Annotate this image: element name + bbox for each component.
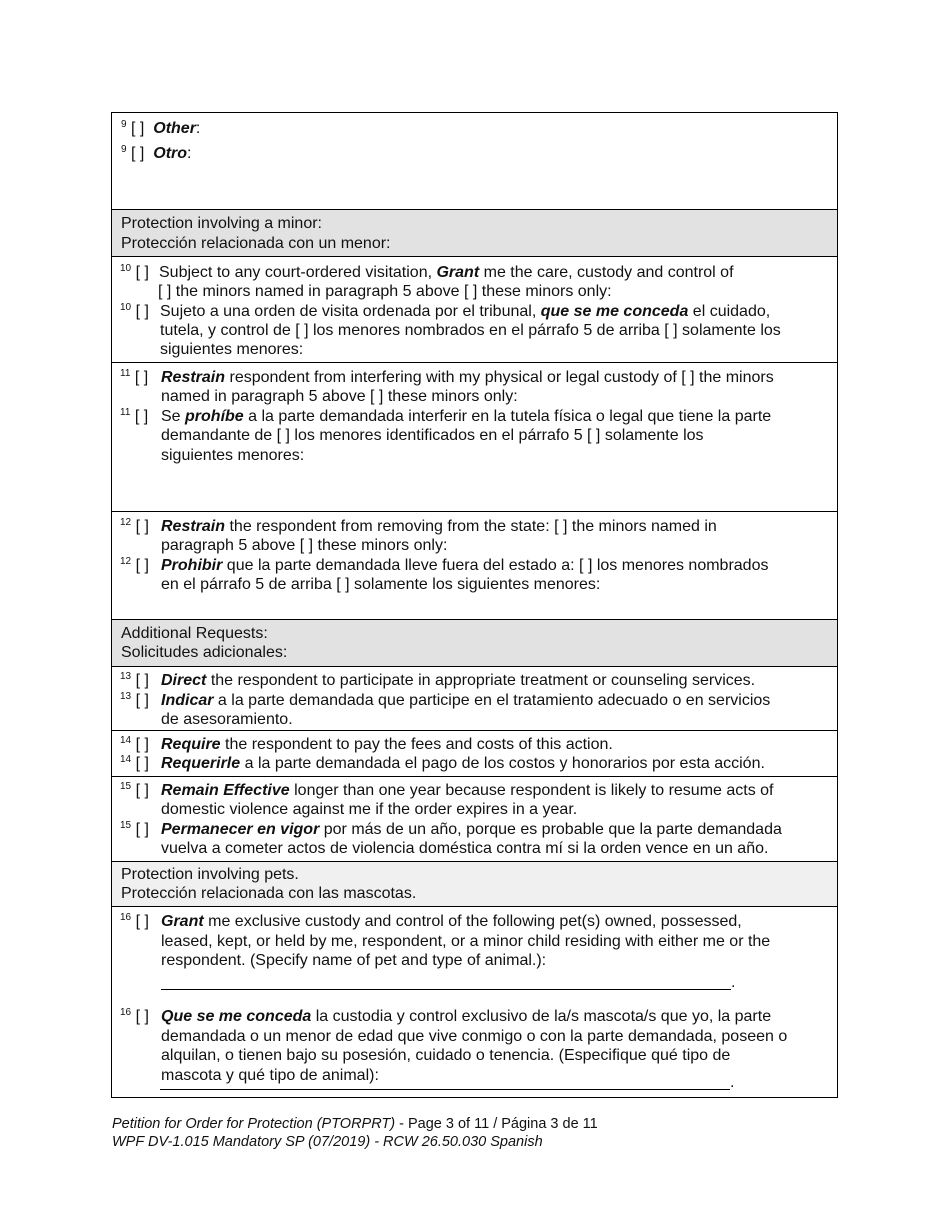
bold-term: Que se me conceda	[161, 1008, 312, 1025]
item-11-es-line2: demandante de [ ] los menores identificados en el párrafo 5 [ ] solamente los	[161, 427, 704, 444]
footer-line2	[112, 1133, 543, 1151]
minor-header-en: Protection involving a minor:	[121, 215, 322, 232]
period: .	[730, 1074, 735, 1091]
footer-line1	[112, 1115, 598, 1133]
minor-header-es: Protección relacionada con un menor:	[121, 235, 391, 252]
item-11-en-checkbox[interactable]: [ ]	[134, 369, 149, 386]
item-12-en-checkbox[interactable]: [ ]	[135, 518, 149, 535]
item-16-en-lead	[120, 912, 149, 931]
item-16-en-checkbox[interactable]: [ ]	[135, 913, 149, 930]
item-14-en-line1	[161, 735, 613, 754]
item-11-en-lead	[120, 368, 148, 387]
item-12-en-lead	[120, 517, 149, 536]
item-12-es-line2: en el párrafo 5 de arriba [ ] solamente los siguientes menores:	[161, 576, 601, 593]
text: a la parte demandada el pago de los costos y honorarios por esta acción.	[244, 755, 765, 772]
item-13-es-line1	[161, 691, 770, 710]
item-14-es-line1	[161, 754, 765, 773]
item-14-en-checkbox[interactable]: [ ]	[135, 736, 149, 753]
text: por más de un año, porque es probable que la parte demandada	[323, 821, 782, 838]
item-10-row	[112, 257, 837, 363]
item-15-es-line1	[161, 820, 782, 839]
item-11-en-line2: named in paragraph 5 above [ ] these minors only:	[161, 388, 518, 405]
item-13-es-checkbox[interactable]: [ ]	[135, 692, 149, 709]
text: respondent from interfering with my physical or legal custody of [ ] the minors	[229, 369, 774, 386]
bold-term: Grant	[161, 913, 204, 930]
item-15-row	[112, 777, 837, 862]
text: Subject to any court-ordered visitation,	[159, 264, 433, 281]
item-number: 12	[120, 517, 132, 528]
item-15-es-lead	[120, 820, 149, 839]
item-number: 14	[120, 754, 132, 765]
item-16-es-pet-blank[interactable]	[160, 1089, 730, 1090]
item-10-es-line1	[160, 302, 770, 321]
text: Se	[161, 408, 181, 425]
item-16-es-line4: mascota y qué tipo de animal):	[161, 1067, 379, 1084]
item-16-en-pet-blank[interactable]	[161, 989, 731, 990]
bold-term: Remain Effective	[161, 782, 290, 799]
item-14-es-checkbox[interactable]: [ ]	[135, 755, 149, 772]
bold-term: Require	[161, 736, 221, 753]
item-9-en	[121, 119, 200, 138]
item-number: 13	[120, 671, 132, 682]
bold-term: Restrain	[161, 518, 226, 535]
item-13-es-line2: de asesoramiento.	[161, 711, 293, 728]
additional-requests-header	[112, 620, 837, 667]
item-number: 15	[120, 820, 132, 831]
item-11-es-lead	[120, 407, 148, 426]
item-12-es-checkbox[interactable]: [ ]	[135, 557, 149, 574]
pets-header-es: Protección relacionada con las mascotas.	[121, 885, 417, 902]
bold-term: Grant	[436, 264, 480, 281]
item-11-en-line1	[161, 368, 774, 387]
colon: :	[187, 145, 192, 162]
text: Sujeto a una orden de visita ordenada por el tribunal,	[160, 303, 537, 320]
text: a la parte demandada interferir en la tutela física o legal que tiene la parte	[248, 408, 772, 425]
text: longer than one year because respondent is likely to resume acts of	[294, 782, 774, 799]
pets-section-header	[112, 862, 837, 907]
item-16-es-line3: alquilan, o tienen bajo su posesión, cuidado o tenencia. (Especifique qué tipo de	[161, 1047, 731, 1064]
item-number: 10	[120, 302, 132, 313]
item-13-en-lead	[120, 671, 149, 690]
item-16-es-lead	[120, 1007, 149, 1026]
item-14-es-lead	[120, 754, 149, 773]
item-10-es-line2: tutela, y control de [ ] los menores nombrados en el párrafo 5 de arriba [ ] solamente los	[160, 322, 781, 339]
item-12-es-lead	[120, 556, 149, 575]
item-16-en-line1	[161, 912, 742, 931]
text: the respondent from removing from the state: [ ] the minors named in	[229, 518, 717, 535]
item-14-row	[112, 731, 837, 777]
bold-term: prohíbe	[185, 408, 244, 425]
item-number: 16	[120, 912, 132, 923]
item-15-es-checkbox[interactable]: [ ]	[135, 821, 149, 838]
item-13-en-line1	[161, 671, 755, 690]
period: .	[731, 974, 736, 991]
item-10-en-checkbox[interactable]: [ ]	[135, 264, 149, 281]
text: a la parte demandada que participe en el tratamiento adecuado o en servicios	[217, 692, 771, 709]
item-14-en-lead	[120, 735, 149, 754]
item-number: 11	[120, 407, 131, 418]
item-16-es-line1	[161, 1007, 771, 1026]
pets-header-en: Protection involving pets.	[121, 866, 299, 883]
item-15-en-checkbox[interactable]: [ ]	[135, 782, 149, 799]
footer-page-number: - Page 3 of 11 / Página 3 de 11	[395, 1116, 598, 1132]
item-13-en-checkbox[interactable]: [ ]	[135, 672, 149, 689]
text: el cuidado,	[692, 303, 771, 320]
item-16-row	[112, 907, 837, 1097]
item-number: 9	[121, 144, 127, 155]
text: the respondent to pay the fees and costs of this action.	[225, 736, 613, 753]
item-number: 13	[120, 691, 132, 702]
bold-term: Direct	[161, 672, 207, 689]
item-number: 16	[120, 1007, 132, 1018]
item-16-es-checkbox[interactable]: [ ]	[135, 1008, 149, 1025]
item-9-row	[112, 113, 837, 210]
item-10-es-line3: siguientes menores:	[160, 341, 304, 358]
colon: :	[195, 120, 201, 137]
item-13-es-lead	[120, 691, 149, 710]
item-10-en-lead	[120, 263, 149, 282]
item-9-en-label: Other	[153, 120, 196, 137]
item-number: 14	[120, 735, 132, 746]
bold-term: que se me conceda	[540, 303, 689, 320]
item-15-en-line2: domestic violence against me if the order expires in a year.	[161, 801, 578, 818]
item-16-en-line3: respondent. (Specify name of pet and type of animal.):	[161, 952, 547, 969]
item-15-en-lead	[120, 781, 149, 800]
bold-term: Indicar	[161, 692, 214, 709]
item-10-es-lead	[120, 302, 149, 321]
item-11-es-line3: siguientes menores:	[161, 447, 305, 464]
bold-term: Permanecer en vigor	[161, 821, 320, 838]
item-9-es-label: Otro	[153, 145, 188, 162]
item-number: 15	[120, 781, 132, 792]
item-11-row	[112, 363, 837, 512]
item-12-row	[112, 512, 837, 620]
text: the respondent to participate in appropriate treatment or counseling services.	[210, 672, 756, 689]
footer-form-id: WPF DV-1.015 Mandatory SP (07/2019) - RCW 26.50.030 Spanish	[112, 1134, 543, 1150]
minor-section-header	[112, 210, 837, 257]
text: la custodia y control exclusivo de la/s mascota/s que yo, la parte	[315, 1008, 772, 1025]
item-16-en-line2: leased, kept, or held by me, respondent, or a minor child residing with either me or the	[161, 933, 771, 950]
item-10-es-checkbox[interactable]: [ ]	[135, 303, 149, 320]
item-9-es	[121, 144, 191, 163]
item-12-es-line1	[161, 556, 768, 575]
item-10-en-line2: [ ] the minors named in paragraph 5 above [ ] these minors only:	[158, 283, 612, 300]
bold-term: Requerirle	[161, 755, 241, 772]
text: me exclusive custody and control of the following pet(s) owned, possessed,	[208, 913, 742, 930]
item-number: 9	[121, 119, 127, 130]
item-9-en-checkbox[interactable]: [ ]	[131, 120, 145, 137]
text: que la parte demandada lleve fuera del estado a: [ ] los menores nombrados	[226, 557, 769, 574]
item-16-es-line2: demandada o un menor de edad que vive conmigo o con la parte demandada, poseen o	[161, 1028, 788, 1045]
bold-term: Prohibir	[161, 557, 223, 574]
item-10-en-line1	[159, 263, 734, 282]
additional-header-en: Additional Requests:	[121, 625, 268, 642]
item-15-en-line1	[161, 781, 774, 800]
item-11-es-line1	[161, 407, 771, 426]
item-15-es-line2: vuelva a cometer actos de violencia doméstica contra mí si la orden vence en un año.	[161, 840, 769, 857]
item-12-en-line2: paragraph 5 above [ ] these minors only:	[161, 537, 448, 554]
item-11-es-checkbox[interactable]: [ ]	[134, 408, 149, 425]
additional-header-es: Solicitudes adicionales:	[121, 644, 288, 661]
item-number: 11	[120, 368, 131, 379]
petition-form-table	[111, 112, 838, 1098]
item-number: 12	[120, 556, 132, 567]
item-number: 10	[120, 263, 132, 274]
item-13-row	[112, 667, 837, 731]
bold-term: Restrain	[161, 369, 226, 386]
footer-form-title: Petition for Order for Protection (PTORPRT)	[112, 1116, 396, 1132]
item-9-es-checkbox[interactable]: [ ]	[131, 145, 145, 162]
text: me the care, custody and control of	[483, 264, 734, 281]
item-12-en-line1	[161, 517, 717, 536]
